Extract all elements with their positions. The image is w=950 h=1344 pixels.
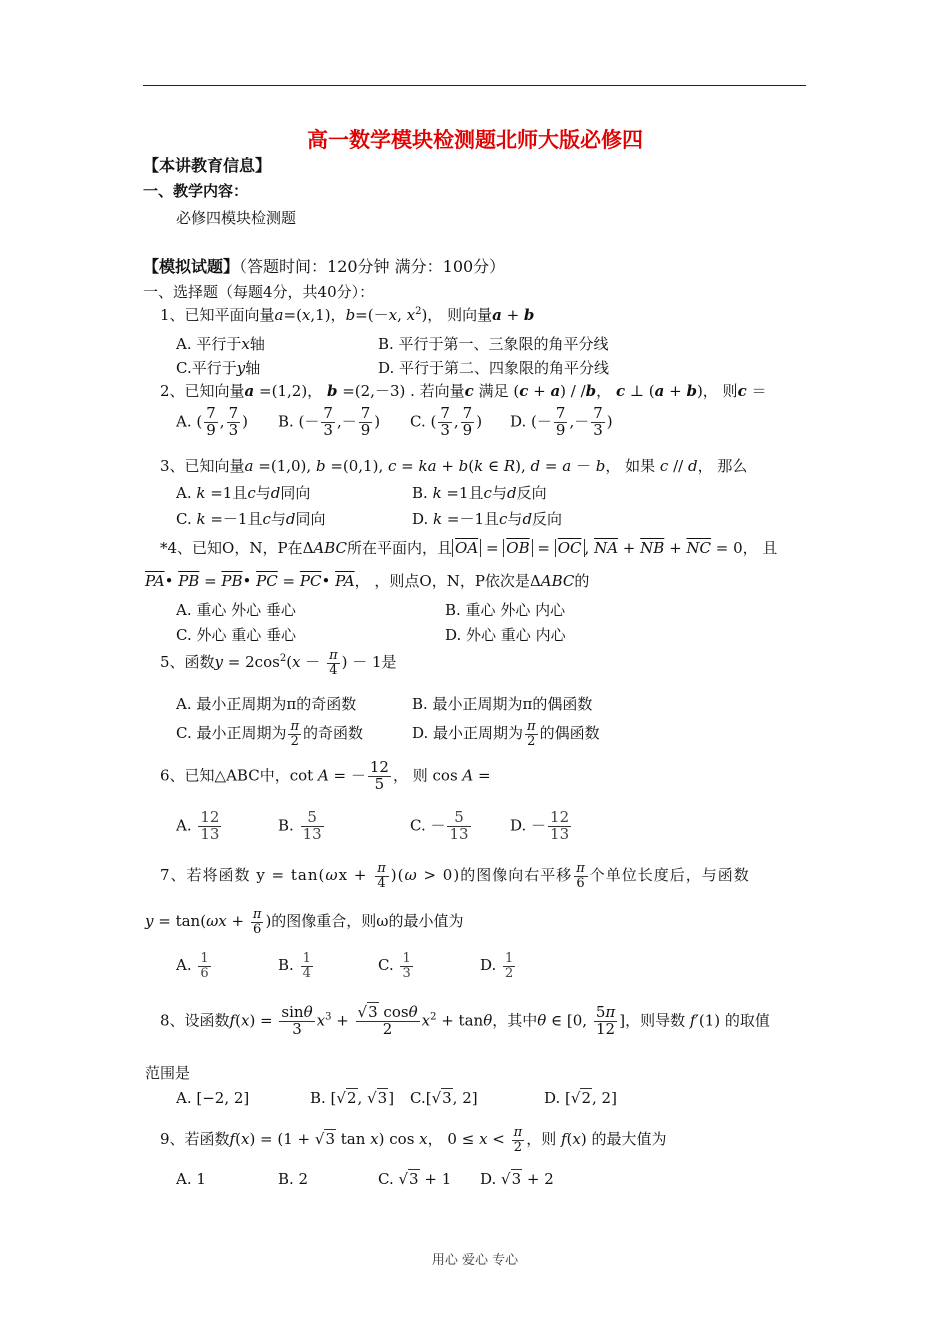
top-rule bbox=[143, 85, 806, 86]
q7-stem-line2: y = tan(ωx + $\frac{\pi}{6}$ )的图像重合，则ω的最小值为 bbox=[145, 907, 464, 937]
q2-option-c: C. ( $\frac{7}{3}$ , $\frac{7}{9}$ ) bbox=[410, 404, 483, 439]
q8-option-b: B. [√2, √3] bbox=[310, 1089, 395, 1107]
content-text: 必修四模块检测题 bbox=[176, 209, 297, 227]
sim-meta: （答题时间：120分钟 满分：100分） bbox=[239, 257, 506, 276]
content-heading: 一、教学内容： bbox=[143, 182, 249, 200]
q1-option-b: B. 平行于第一、三象限的角平分线 bbox=[378, 335, 609, 353]
q8-option-d: D. [√2, 2] bbox=[544, 1089, 617, 1107]
q2-option-a: A. ( $\frac{7}{9}$ , $\frac{7}{3}$ ) bbox=[176, 404, 248, 439]
q5-option-d: D. 最小正周期为 $\frac{\pi}{2}$ 的偶函数 bbox=[412, 719, 600, 749]
sim-heading: 【模拟试题】 bbox=[143, 257, 240, 276]
q8-option-a: A. [−2, 2] bbox=[176, 1089, 250, 1107]
q6-option-b: B. $\frac{5}{13}$ bbox=[278, 808, 322, 843]
q3-option-d: D. k =－1且c与d反向 bbox=[412, 510, 563, 528]
q8-stem-line2: 范围是 bbox=[145, 1064, 191, 1082]
q2-option-d: D. (－ $\frac{7}{9}$ ,－ $\frac{7}{3}$ ) bbox=[510, 404, 613, 439]
q7-option-a: A. $\frac{1}{6}$ bbox=[176, 951, 209, 981]
q1-stem: 1、已知平面向量a=(x,1)，b=(－x, $x^2$)， 则向量a + b bbox=[160, 306, 535, 324]
q8-option-c: C.[√3, 2] bbox=[410, 1089, 478, 1107]
sim-heading-line bbox=[143, 254, 505, 277]
q4-option-d: D. 外心 重心 内心 bbox=[445, 626, 566, 644]
q6-option-c: C. － $\frac{5}{13}$ bbox=[410, 808, 469, 843]
q4-option-a: A. 重心 外心 垂心 bbox=[176, 601, 296, 619]
q4-stem-line2: $\overline{PA}•$ $\overline{PB}$ = $\overline{PB}•$ $\overline{PC}$ = $\overline{PC}•$ $\overline{PA}$， ，则点O，N，P依次是ΔABC的 bbox=[145, 572, 590, 590]
q3-stem: 3、已知向量a =(1,0), b =(0,1), c = ka + b(k ∈ R), d = a － b， 如果 c // d， 那么 bbox=[160, 457, 748, 475]
q7-stem: 7、若将函数 y = tan(ωx + $\frac{\pi}{4}$ )(ω > 0)的图像向右平移 $\frac{\pi}{6}$ 个单位长度后，与函数 bbox=[160, 861, 750, 891]
q6-stem: 6、已知△ABC中，cot A = － $\frac{12}{5}$ ， 则 cos A = bbox=[160, 758, 491, 793]
q9-option-d: D. √3 + 2 bbox=[480, 1170, 554, 1188]
page-title: 高一数学模块检测题北师大版必修四 bbox=[307, 128, 643, 152]
q9-stem: 9、若函数f(x) = (1 + √3 tan x) cos x， 0 ≤ x < $\frac{\pi}{2}$ ，则 f(x) 的最大值为 bbox=[160, 1125, 667, 1155]
q9-option-a: A. 1 bbox=[176, 1170, 206, 1188]
q9-option-b: B. 2 bbox=[278, 1170, 309, 1188]
q5-option-b: B. 最小正周期为π的偶函数 bbox=[412, 695, 593, 713]
q5-stem: 5、函数$y = 2\cos^2(x$ － $\frac{\pi}{4}$ ) － 1是 bbox=[160, 648, 397, 678]
q3-option-b: B. k =1且c与d反向 bbox=[412, 484, 547, 502]
q4-option-c: C. 外心 重心 垂心 bbox=[176, 626, 297, 644]
q5-option-a: A. 最小正周期为π的奇函数 bbox=[176, 695, 357, 713]
q1-option-d: D. 平行于第二、四象限的角平分线 bbox=[378, 359, 610, 377]
q1-option-a: A. 平行于x轴 bbox=[176, 335, 265, 353]
q7-option-c: C. $\frac{1}{3}$ bbox=[378, 951, 411, 981]
q5-option-c: C. 最小正周期为 $\frac{\pi}{2}$ 的奇函数 bbox=[176, 719, 364, 749]
section-choice: 一、选择题（每题4分，共40分）： bbox=[143, 283, 375, 301]
q6-option-d: D. － $\frac{12}{13}$ bbox=[510, 808, 570, 843]
q4-stem: *4、已知O，N，P在ΔABC所在平面内，且 $\overline{OA} = \overline{OB} = \overline{OC}$ , $\overline{NA} + \overline{NB} + \overline{NC} = 0$， 且 bbox=[160, 539, 778, 557]
q3-option-a: A. k =1且c与d同向 bbox=[176, 484, 311, 502]
q2-option-b: B. (－ $\frac{7}{3}$ ,－ $\frac{7}{9}$ ) bbox=[278, 404, 381, 439]
q1-option-c: C.平行于y轴 bbox=[176, 359, 261, 377]
q6-option-a: A. $\frac{12}{13}$ bbox=[176, 808, 220, 843]
q3-option-c: C. k =－1且c与d同向 bbox=[176, 510, 326, 528]
q8-stem: 8、设函数f(x) = $\frac{\sin\theta}{3}$ $x^3$ + $\frac{√3 \cos\theta}{2}$ $x^2 + \tan\theta$，其中θ ∈ [0, $\frac{5\pi}{12}$ ]，则导数 f′(1) 的取值 bbox=[160, 1003, 770, 1038]
q2-stem: 2、已知向量a =(1,2)， b =(2,－3) . 若向量c 满足 (c + a) / /b， c ⊥ (a + b)， 则c ＝ bbox=[160, 382, 767, 400]
q7-option-d: D. $\frac{1}{2}$ bbox=[480, 951, 514, 981]
q7-option-b: B. $\frac{1}{4}$ bbox=[278, 951, 311, 981]
info-heading: 【本讲教育信息】 bbox=[143, 156, 272, 175]
q9-option-c: C. √3 + 1 bbox=[378, 1170, 452, 1188]
q4-option-b: B. 重心 外心 内心 bbox=[445, 601, 566, 619]
page-footer: 用心 爱心 专心 bbox=[431, 1253, 519, 1268]
